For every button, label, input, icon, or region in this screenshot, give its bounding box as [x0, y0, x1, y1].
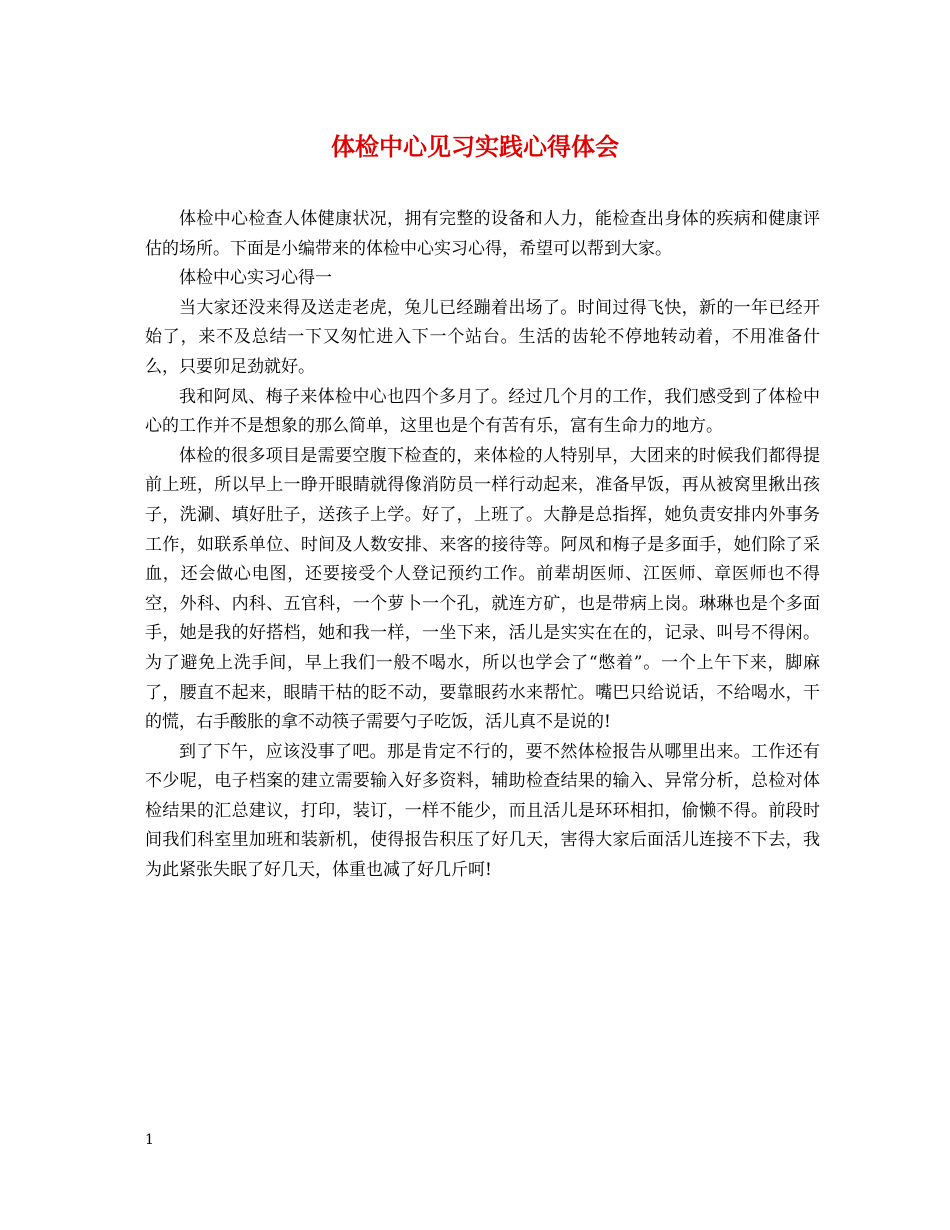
- page-number: 1: [145, 1132, 154, 1148]
- body-paragraph: 当大家还没来得及送走老虎，兔儿已经蹦着出场了。时间过得飞快，新的一年已经开始了，来不及总结一下又匆忙进入下一个站台。生活的齿轮不停地转动着，不用准备什么，只要卯足劲就好。: [145, 297, 820, 377]
- body-paragraph: 体检的很多项目是需要空腹下检查的，来体检的人特别早，大团来的时候我们都得提前上班，所以早上一睁开眼睛就得像消防员一样行动起来，准备早饭，再从被窝里揪出孩子，洗涮、填好肚子，送孩子上学。好了，上班了。大静是总指挥，她负责安排内外事务工作，如联系单位、时间及人数安排、来客的接待等。阿凤和梅子是多面手，她们除了采血，还会做心电图，还要接受个人登记预约工作。前辈胡医师、江医师、章医师也不得空，外科、内科、五官科，一个萝卜一个孔，就连方矿，也是带病上岗。琳琳也是个多面手，她是我的好搭档，她和我一样，一坐下来，活儿是实实在在的，记录、叫号不得闲。为了避免上洗手间，早上我们一般不喝水，所以也学会了“憋着”。一个上午下来，脚麻了，腰直不起来，眼睛干枯的眨不动，要靠眼药水来帮忙。嘴巴只给说话，不给喝水，干的慌，右手酸胀的拿不动筷子需要勺子吃饭，活儿真不是说的!: [145, 445, 820, 733]
- body-paragraph: 到了下午，应该没事了吧。那是肯定不行的，要不然体检报告从哪里出来。工作还有不少呢，电子档案的建立需要输入好多资料，辅助检查结果的输入、异常分析，总检对体检结果的汇总建议，打印，装订，一样不能少，而且活儿是环环相扣，偷懒不得。前段时间我们科室里加班和装新机，使得报告积压了好几天，害得大家后面活儿连接不下去，我为此紧张失眠了好几天，体重也减了好几斤呵!: [145, 741, 820, 881]
- document-body: [145, 205, 820, 886]
- document-title: 体检中心见习实践心得体会: [331, 132, 619, 161]
- section-heading: 体检中心实习心得一: [179, 268, 332, 289]
- body-paragraph: 体检中心检查人体健康状况，拥有完整的设备和人力，能检查出身体的疾病和健康评估的场所。下面是小编带来的体检中心实习心得，希望可以帮到大家。: [145, 209, 820, 259]
- body-paragraph: 我和阿凤、梅子来体检中心也四个多月了。经过几个月的工作，我们感受到了体检中心的工作并不是想象的那么简单，这里也是个有苦有乐，富有生命力的地方。: [145, 386, 820, 437]
